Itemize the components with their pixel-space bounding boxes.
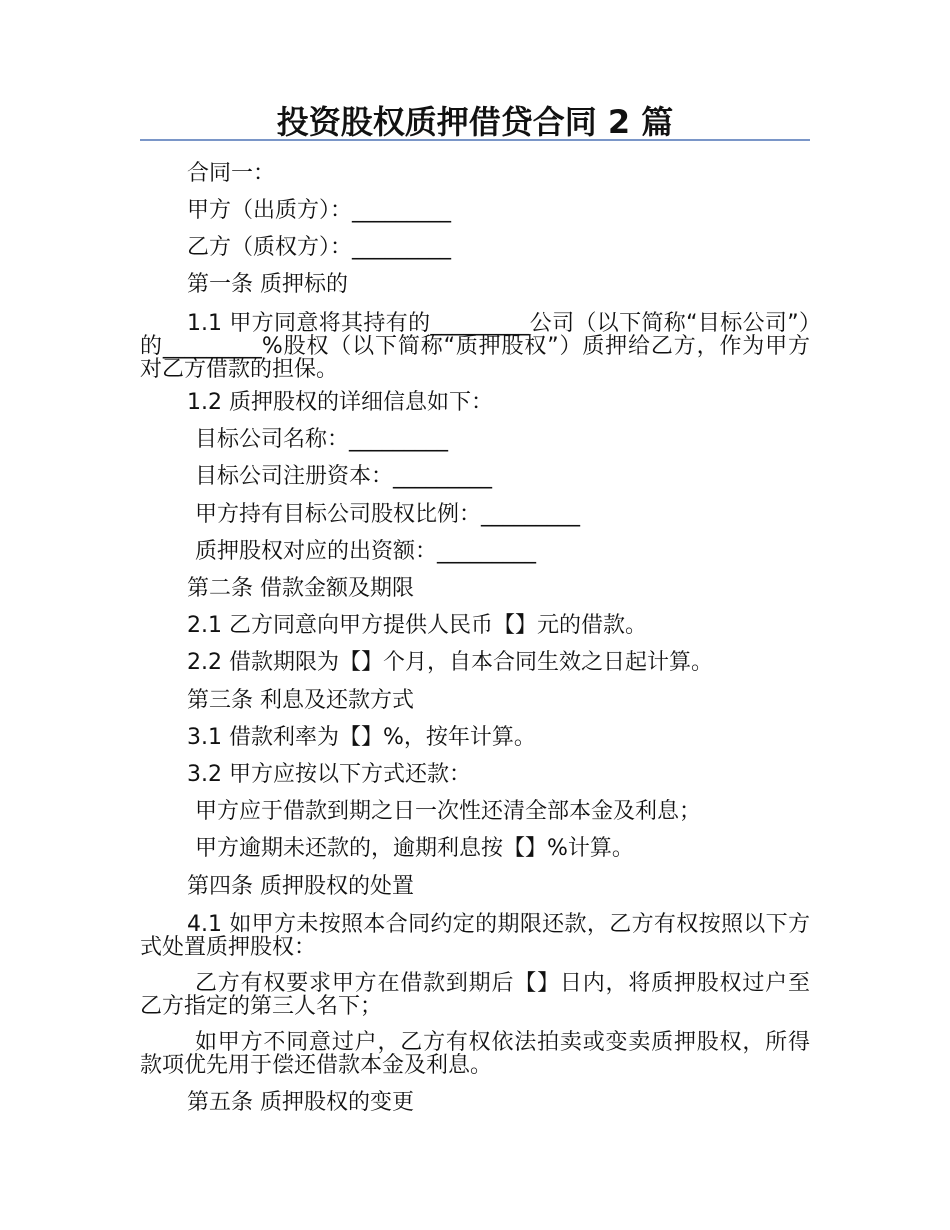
article-2-heading: 第二条 借款金额及期限 [187, 576, 414, 601]
party-a-line: 甲方（出质方）：_________ [187, 198, 452, 223]
capital-amount: 质押股权对应的出资额：_________ [195, 539, 537, 564]
disposal-item-1: 乙方有权要求甲方在借款到期后【】日内，将质押股权过户至乙方指定的第三人名下； [140, 971, 810, 1019]
disposal-item-2: 如甲方不同意过户，乙方有权依法拍卖或变卖质押股权，所得款项优先用于偿还借款本金及利息。 [140, 1030, 810, 1078]
article-5-heading: 第五条 质押股权的变更 [187, 1090, 414, 1115]
clause-2-1: 2.1 乙方同意向甲方提供人民币【】元的借款。 [187, 613, 647, 638]
clause-4-1: 4.1 如甲方未按照本合同约定的期限还款，乙方有权按照以下方式处置质押股权： [140, 912, 810, 960]
article-1-heading: 第一条 质押标的 [187, 272, 348, 297]
clause-1-1: 1.1 甲方同意将其持有的_________公司（以下简称“目标公司”）的_________%股权（以下简称“质押股权”）质押给乙方，作为甲方对乙方借款的担保。 [140, 311, 810, 382]
repayment-item-1: 甲方应于借款到期之日一次性还清全部本金及利息； [195, 799, 702, 824]
party-b-line: 乙方（质权方）：_________ [187, 235, 452, 260]
contract-one-heading: 合同一： [187, 161, 276, 186]
clause-2-2: 2.2 借款期限为【】个月，自本合同生效之日起计算。 [187, 650, 713, 675]
target-company-name: 目标公司名称：_________ [195, 427, 449, 452]
clause-3-1: 3.1 借款利率为【】%，按年计算。 [187, 725, 536, 750]
clause-3-2: 3.2 甲方应按以下方式还款： [187, 762, 471, 787]
title-underline [140, 139, 810, 141]
document-title: 投资股权质押借贷合同 2 篇 [276, 103, 674, 141]
repayment-item-2: 甲方逾期未还款的，逾期利息按【】%计算。 [195, 836, 634, 861]
article-3-heading: 第三条 利息及还款方式 [187, 688, 414, 713]
target-company-capital: 目标公司注册资本：_________ [195, 464, 493, 489]
equity-ratio: 甲方持有目标公司股权比例：_________ [195, 502, 581, 527]
article-4-heading: 第四条 质押股权的处置 [187, 874, 414, 899]
clause-1-2: 1.2 质押股权的详细信息如下： [187, 390, 493, 415]
